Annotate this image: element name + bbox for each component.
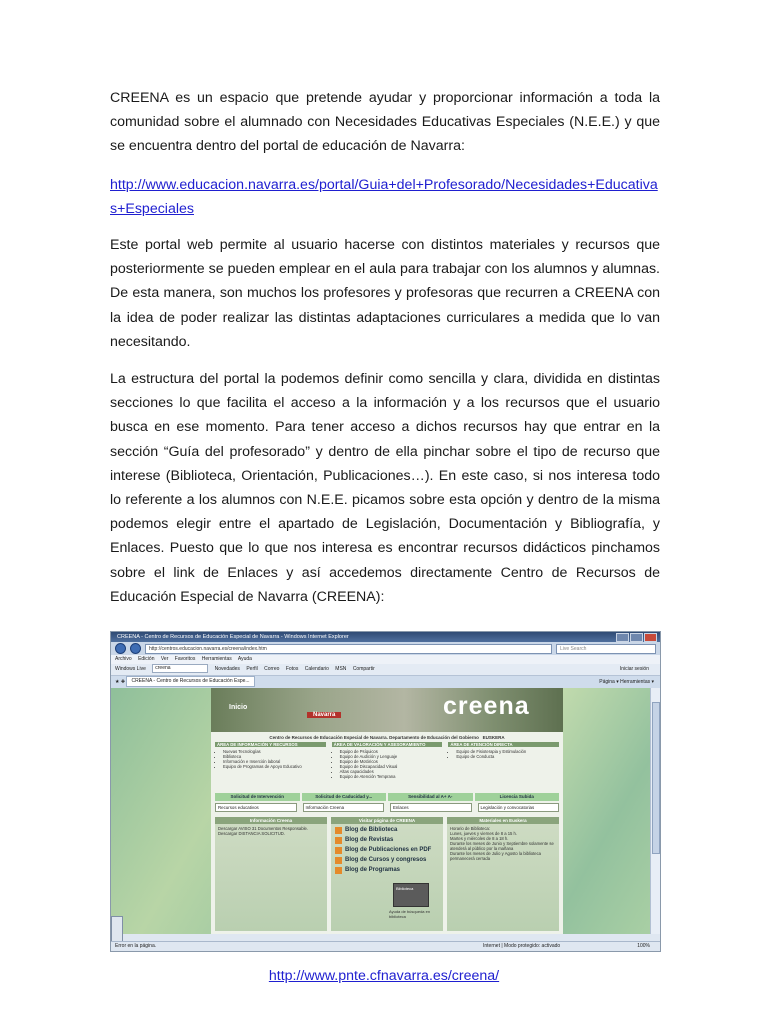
browser-tab-bar — [111, 676, 660, 688]
second-paragraph: Este portal web permite al usuario hacerse con distintos materiales y recursos que posteriormente se pueden emplear en el aula para trabajar con los alumnos y alumnas. De esta manera, son muchos los profesores y profesoras que recurren a CREENA con la idea de poder realizar las distintas adaptaciones curriculares a medida que lo van necesitando. — [110, 237, 660, 350]
green-bar-item: Licencia Subida — [475, 793, 560, 801]
minimize-icon — [616, 633, 629, 642]
green-bar-item: Sensibilidad al A+ A- — [388, 793, 473, 801]
col-heading: Visitar página de CREENA — [331, 817, 443, 824]
area-atencion — [448, 742, 559, 779]
area-title: ÁREA DE INFORMACIÓN Y RECURSOS — [215, 742, 326, 747]
blog-title: Blog de Publicaciones en PDF — [345, 847, 432, 853]
site-subtitle-text: Centro de Recursos de Educación Especial de Navarra. Departamento de Educación del Gobierno — [269, 735, 479, 740]
area-item: • Nuevas Tecnologías — [223, 749, 326, 754]
area-item: • Equipo de Atención Temprana — [340, 774, 443, 779]
live-item: Compartir — [352, 666, 375, 672]
live-item: Fotos — [285, 666, 299, 672]
live-toolbar — [111, 664, 660, 676]
live-item: Perfil — [246, 666, 258, 672]
col-euskera — [447, 817, 559, 931]
signin-link: Iniciar sesión — [619, 666, 649, 672]
blog-item — [335, 837, 439, 844]
area-item: • Equipo de Fisioterapia y Estimulación — [456, 749, 559, 754]
site-green-bar — [215, 793, 559, 801]
live-item: Correo — [264, 666, 280, 672]
area-item: • Altas capacidades — [340, 769, 443, 774]
live-item: MSN — [335, 666, 347, 672]
area-info — [215, 742, 326, 779]
area-item: • Equipo de Motóricos — [340, 759, 443, 764]
favorites-star-icon: ★ ✚ — [115, 679, 127, 685]
biblioteca-image: Biblioteca — [393, 883, 429, 907]
area-item: • Información e Inserción laboral — [223, 759, 326, 764]
menu-herramientas: Herramientas — [201, 656, 232, 662]
address-field: http://centros.educacion.navarra.es/creena/index.htm — [145, 644, 552, 654]
blog-title: Blog de Revistas — [345, 837, 394, 843]
blog-title: Blog de Programas — [345, 867, 401, 873]
blog-item — [335, 867, 439, 874]
blog-icon — [335, 857, 342, 864]
euskera-link: EUSKERA — [482, 735, 505, 740]
blog-icon — [335, 847, 342, 854]
blog-title: Blog de Cursos y congresos — [345, 857, 427, 863]
blog-item — [335, 857, 439, 864]
live-item: Novedades — [214, 666, 240, 672]
live-label: Windows Live — [115, 666, 146, 672]
biblioteca-caption: Ayuda de búsqueda en biblioteca — [389, 909, 431, 919]
menu-ayuda: Ayuda — [237, 656, 252, 662]
status-zoom: 100% — [637, 943, 650, 949]
area-item: • Equipo de Audición y Lenguaje — [340, 754, 443, 759]
status-zone: Internet | Modo protegido: activado — [483, 943, 561, 949]
site-select: Legislación y convocatorias — [478, 803, 560, 812]
browser-viewport — [111, 688, 651, 934]
blog-item — [335, 847, 439, 854]
col-blogs — [331, 817, 443, 931]
horario-line: Horario de Biblioteca: — [450, 826, 491, 831]
horario-line: Durante los meses de Junio y Septiembre solamente se atenderá al público por la mañana — [450, 841, 554, 851]
horario-text — [447, 824, 559, 863]
third-paragraph: La estructura del portal la podemos definir como sencilla y clara, dividida en distintas secciones lo que facilita el acceso a la información y a los recursos que el usuario busca en ese momento. Para tener acceso a dichos recursos hay que entrar en la sección “Guía del profesorado” y dentro de ella pinchar sobre el tipo de recurso que interese (Biblioteca, Orientación, Publicaciones…). En este caso, si nos interesa todo lo referente a los alumnos con N.E.E. picamos sobre esta opción y dentro de la misma podemos elegir entre el apartado de Legislación, Documentación y Bibliografía, y Enlaces. Puesto que lo que nos interesa es encontrar recursos didácticos pinchamos sobre el link de Enlaces y así accedemos directamente Centro de Recursos de Educación Especial de Navarra (CREENA): — [110, 371, 660, 605]
creena-site — [211, 688, 563, 934]
site-select: Enlaces — [390, 803, 472, 812]
green-bar-item: Solicitud de Caducidad y... — [302, 793, 387, 801]
browser-status-bar — [111, 941, 660, 951]
area-title: ÁREA DE VALORACIÓN Y ASESORAMIENTO — [332, 742, 443, 747]
area-valoracion — [332, 742, 443, 779]
window-controls — [616, 633, 657, 642]
portal-link-paragraph — [110, 173, 660, 221]
live-search-field: creena — [152, 664, 208, 673]
status-error: Error en la página. — [115, 943, 157, 949]
browser-tools: Página ▾ Herramientas ▾ — [599, 679, 654, 685]
document-body — [110, 86, 660, 623]
site-select: Recursos educativos — [215, 803, 297, 812]
col-info — [215, 817, 327, 931]
site-select: Información Creena — [303, 803, 385, 812]
portal-link[interactable]: http://www.educacion.navarra.es/portal/Guia+del+Profesorado/Necesidades+Educativas+Especiales — [110, 176, 658, 217]
side-grip — [111, 916, 123, 944]
banner-navarra: Navarra — [307, 712, 341, 718]
maximize-icon — [630, 633, 643, 642]
browser-title-bar — [111, 632, 660, 642]
menu-edicion: Edición — [138, 656, 155, 662]
forward-icon — [130, 643, 141, 654]
scroll-thumb — [652, 702, 660, 854]
area-item: • Biblioteca — [223, 754, 326, 759]
area-title: ÁREA DE ATENCIÓN DIRECTA — [448, 742, 559, 747]
horario-line: Durante los meses de Julio y Agosto la biblioteca permanecerá cerrada — [450, 851, 542, 861]
creena-caption-link[interactable]: http://www.pnte.cfnavarra.es/creena/ — [268, 968, 500, 984]
menu-favoritos: Favoritos — [174, 656, 196, 662]
menu-archivo: Archivo — [115, 656, 132, 662]
browser-tab: CREENA - Centro de Recursos de Educación Espe... — [126, 676, 254, 687]
area-item: • Equipo de Conducta — [456, 754, 559, 759]
area-item: • Equipo de Psíquicos — [340, 749, 443, 754]
blog-icon — [335, 837, 342, 844]
info-text: Descargar AVISO 31 Documentos Responsable. Descargar DISTANCIA SOLICITUD. — [218, 826, 309, 836]
green-bar-item: Solicitud de Intervención — [215, 793, 300, 801]
browser-address-bar — [111, 642, 660, 655]
back-icon — [115, 643, 126, 654]
horario-line: Martes y miércoles de 8 a 18 h. — [450, 836, 509, 841]
browser-title: CREENA - Centro de Recursos de Educación Especial de Navarra - Windows Internet Explorer — [117, 634, 349, 640]
site-selects — [215, 803, 559, 812]
blog-icon — [335, 827, 342, 834]
caption — [0, 968, 768, 984]
area-item: • Equipo de Programas de Apoyo Educativo — [223, 764, 326, 769]
banner-inicio: Inicio — [229, 704, 248, 711]
blog-title: Blog de Biblioteca — [345, 827, 398, 833]
col-heading: Información Creena — [215, 817, 327, 824]
browser-menu-bar — [111, 655, 660, 664]
close-icon — [644, 633, 657, 642]
creena-browser-screenshot — [110, 631, 661, 952]
blog-icon — [335, 867, 342, 874]
horario-line: Lunes, jueves y viernes de 8 a 15 h. — [450, 831, 518, 836]
search-field: Live Search — [556, 644, 656, 654]
col-heading: Materiales en Euskera — [447, 817, 559, 824]
creena-logo: creena — [443, 692, 530, 720]
intro-paragraph: CREENA es un espacio que pretende ayudar y proporcionar información a toda la comunidad sobre el alumnado con Necesidades Educativas Especiales (N.E.E.) y que se encuentra dentro del portal de educación de Navarra: — [110, 90, 660, 155]
site-areas — [211, 740, 563, 779]
menu-ver: Ver — [160, 656, 169, 662]
live-item: Calendario — [304, 666, 329, 672]
creena-banner — [211, 688, 563, 732]
browser-scrollbar — [650, 688, 660, 934]
area-item: • Equipo de Discapacidad Visual — [340, 764, 443, 769]
blog-item — [335, 827, 439, 834]
site-columns — [215, 817, 559, 931]
